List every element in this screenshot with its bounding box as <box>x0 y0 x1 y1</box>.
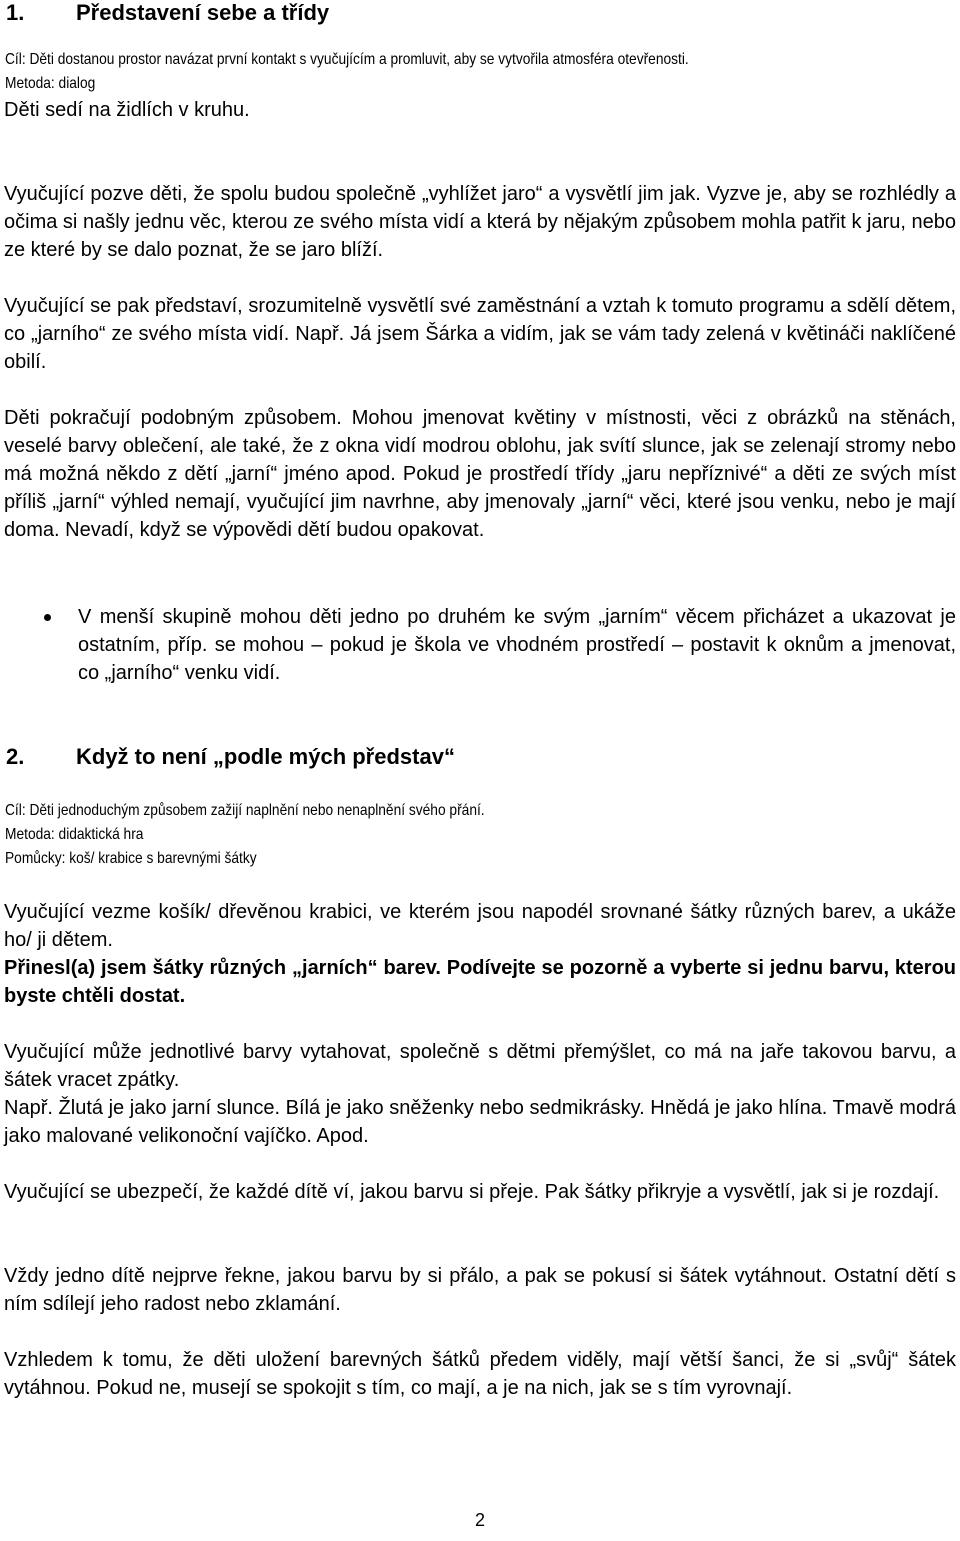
section-1-paragraph: Vyučující pozve děti, že spolu budou společně „vyhlížet jaro“ a vysvětlí jim jak. Vyzve je, aby se rozhlédly a očima si našly jednu věc, kterou ze svého místa vidí a která by nějakým způsobem mohla patřit k jaru, nebo ze které by se dalo poznat, že se jaro blíží. <box>4 183 956 261</box>
section-1-paragraph: Děti sedí na židlích v kruhu. <box>4 99 250 121</box>
bullet-dot-icon <box>44 614 51 621</box>
section-2-instruction: Přinesl(a) jsem šátky různých „jarních“ barev. Podívejte se pozorně a vyberte si jednu barvu, kterou byste chtěli dostat. <box>4 957 956 1007</box>
section-1-goal: Cíl: Děti dostanou prostor navázat první kontakt s vyučujícím a promluvit, aby se vytvořila atmosféra otevřenosti. <box>5 51 689 68</box>
section-2-paragraph: Vyučující se ubezpečí, že každé dítě ví, jakou barvu si přeje. Pak šátky přikryje a vysvětlí, jak si je rozdají. <box>4 1181 940 1203</box>
section-1-method: Metoda: dialog <box>5 75 96 92</box>
section-2-paragraph: Vzhledem k tomu, že děti uložení barevných šátků předem viděly, mají větší šanci, že si „svůj“ šátek vytáhnou. Pokud ne, musejí se spokojit s tím, co mají, a je na nich, jak se s tím vyrovnají. <box>4 1349 956 1399</box>
section-2-aids: Pomůcky: koš/ krabice s barevnými šátky <box>5 850 257 867</box>
bullet-list-item <box>4 603 956 687</box>
section-2-method: Metoda: didaktická hra <box>5 826 144 843</box>
section-2-paragraph: Vždy jedno dítě nejprve řekne, jakou barvu by si přálo, a pak se pokusí si šátek vytáhnout. Ostatní dětí s ním sdílejí jeho radost nebo zklamání. <box>4 1265 956 1315</box>
section-2-number: 2. <box>6 744 25 769</box>
section-2-example: Např. Žlutá je jako jarní slunce. Bílá je jako sněženky nebo sedmikrásky. Hnědá je jako hlína. Tmavě modrá jako malované velikonoční vajíčko. Apod. <box>4 1097 956 1147</box>
section-1-number: 1. <box>6 0 25 25</box>
section-2-title: Když to není „podle mých představ“ <box>76 744 455 769</box>
section-2-heading <box>6 744 455 770</box>
page-number: 2 <box>474 1510 485 1530</box>
section-1-paragraph: Vyučující se pak představí, srozumitelně vysvětlí své zaměstnání a vztah k tomuto programu a sdělí dětem, co „jarního“ ze svého místa vidí. Např. Já jsem Šárka a vidím, jak se vám tady zelená v květináči naklíčené obilí. <box>4 295 956 373</box>
bullet-text: V menší skupině mohou děti jedno po druhém ke svým „jarním“ věcem přicházet a ukazovat je ostatním, příp. se mohou – pokud je škola ve vhodném prostředí – postavit k oknům a jmenovat, co „jarního“ venku vidí. <box>78 606 956 684</box>
section-1-title: Představení sebe a třídy <box>76 0 330 25</box>
section-2-paragraph: Vyučující může jednotlivé barvy vytahovat, společně s dětmi přemýšlet, co má na jaře takovou barvu, a šátek vracet zpátky. <box>4 1041 956 1091</box>
section-1-heading <box>6 0 329 26</box>
section-2-goal: Cíl: Děti jednoduchým způsobem zažijí naplnění nebo nenaplnění svého přání. <box>5 802 485 819</box>
section-1-paragraph: Děti pokračují podobným způsobem. Mohou jmenovat květiny v místnosti, věci z obrázků na stěnách, veselé barvy oblečení, ale také, že z okna vidí modrou oblohu, jak svítí slunce, jak se zelenají stromy nebo má možná někdo z dětí „jarní“ jméno apod. Pokud je prostředí třídy „jaru nepříznivé“ a děti ze svých míst příliš „jarní“ výhled nemají, vyučující jim navrhne, aby jmenovaly „jarní“ věci, které jsou venku, nebo je mají doma. Nevadí, když se výpovědi dětí budou opakovat. <box>4 407 956 541</box>
section-2-paragraph: Vyučující vezme košík/ dřevěnou krabici, ve kterém jsou napodél srovnané šátky různých barev, a ukáže ho/ ji dětem. <box>4 901 956 951</box>
